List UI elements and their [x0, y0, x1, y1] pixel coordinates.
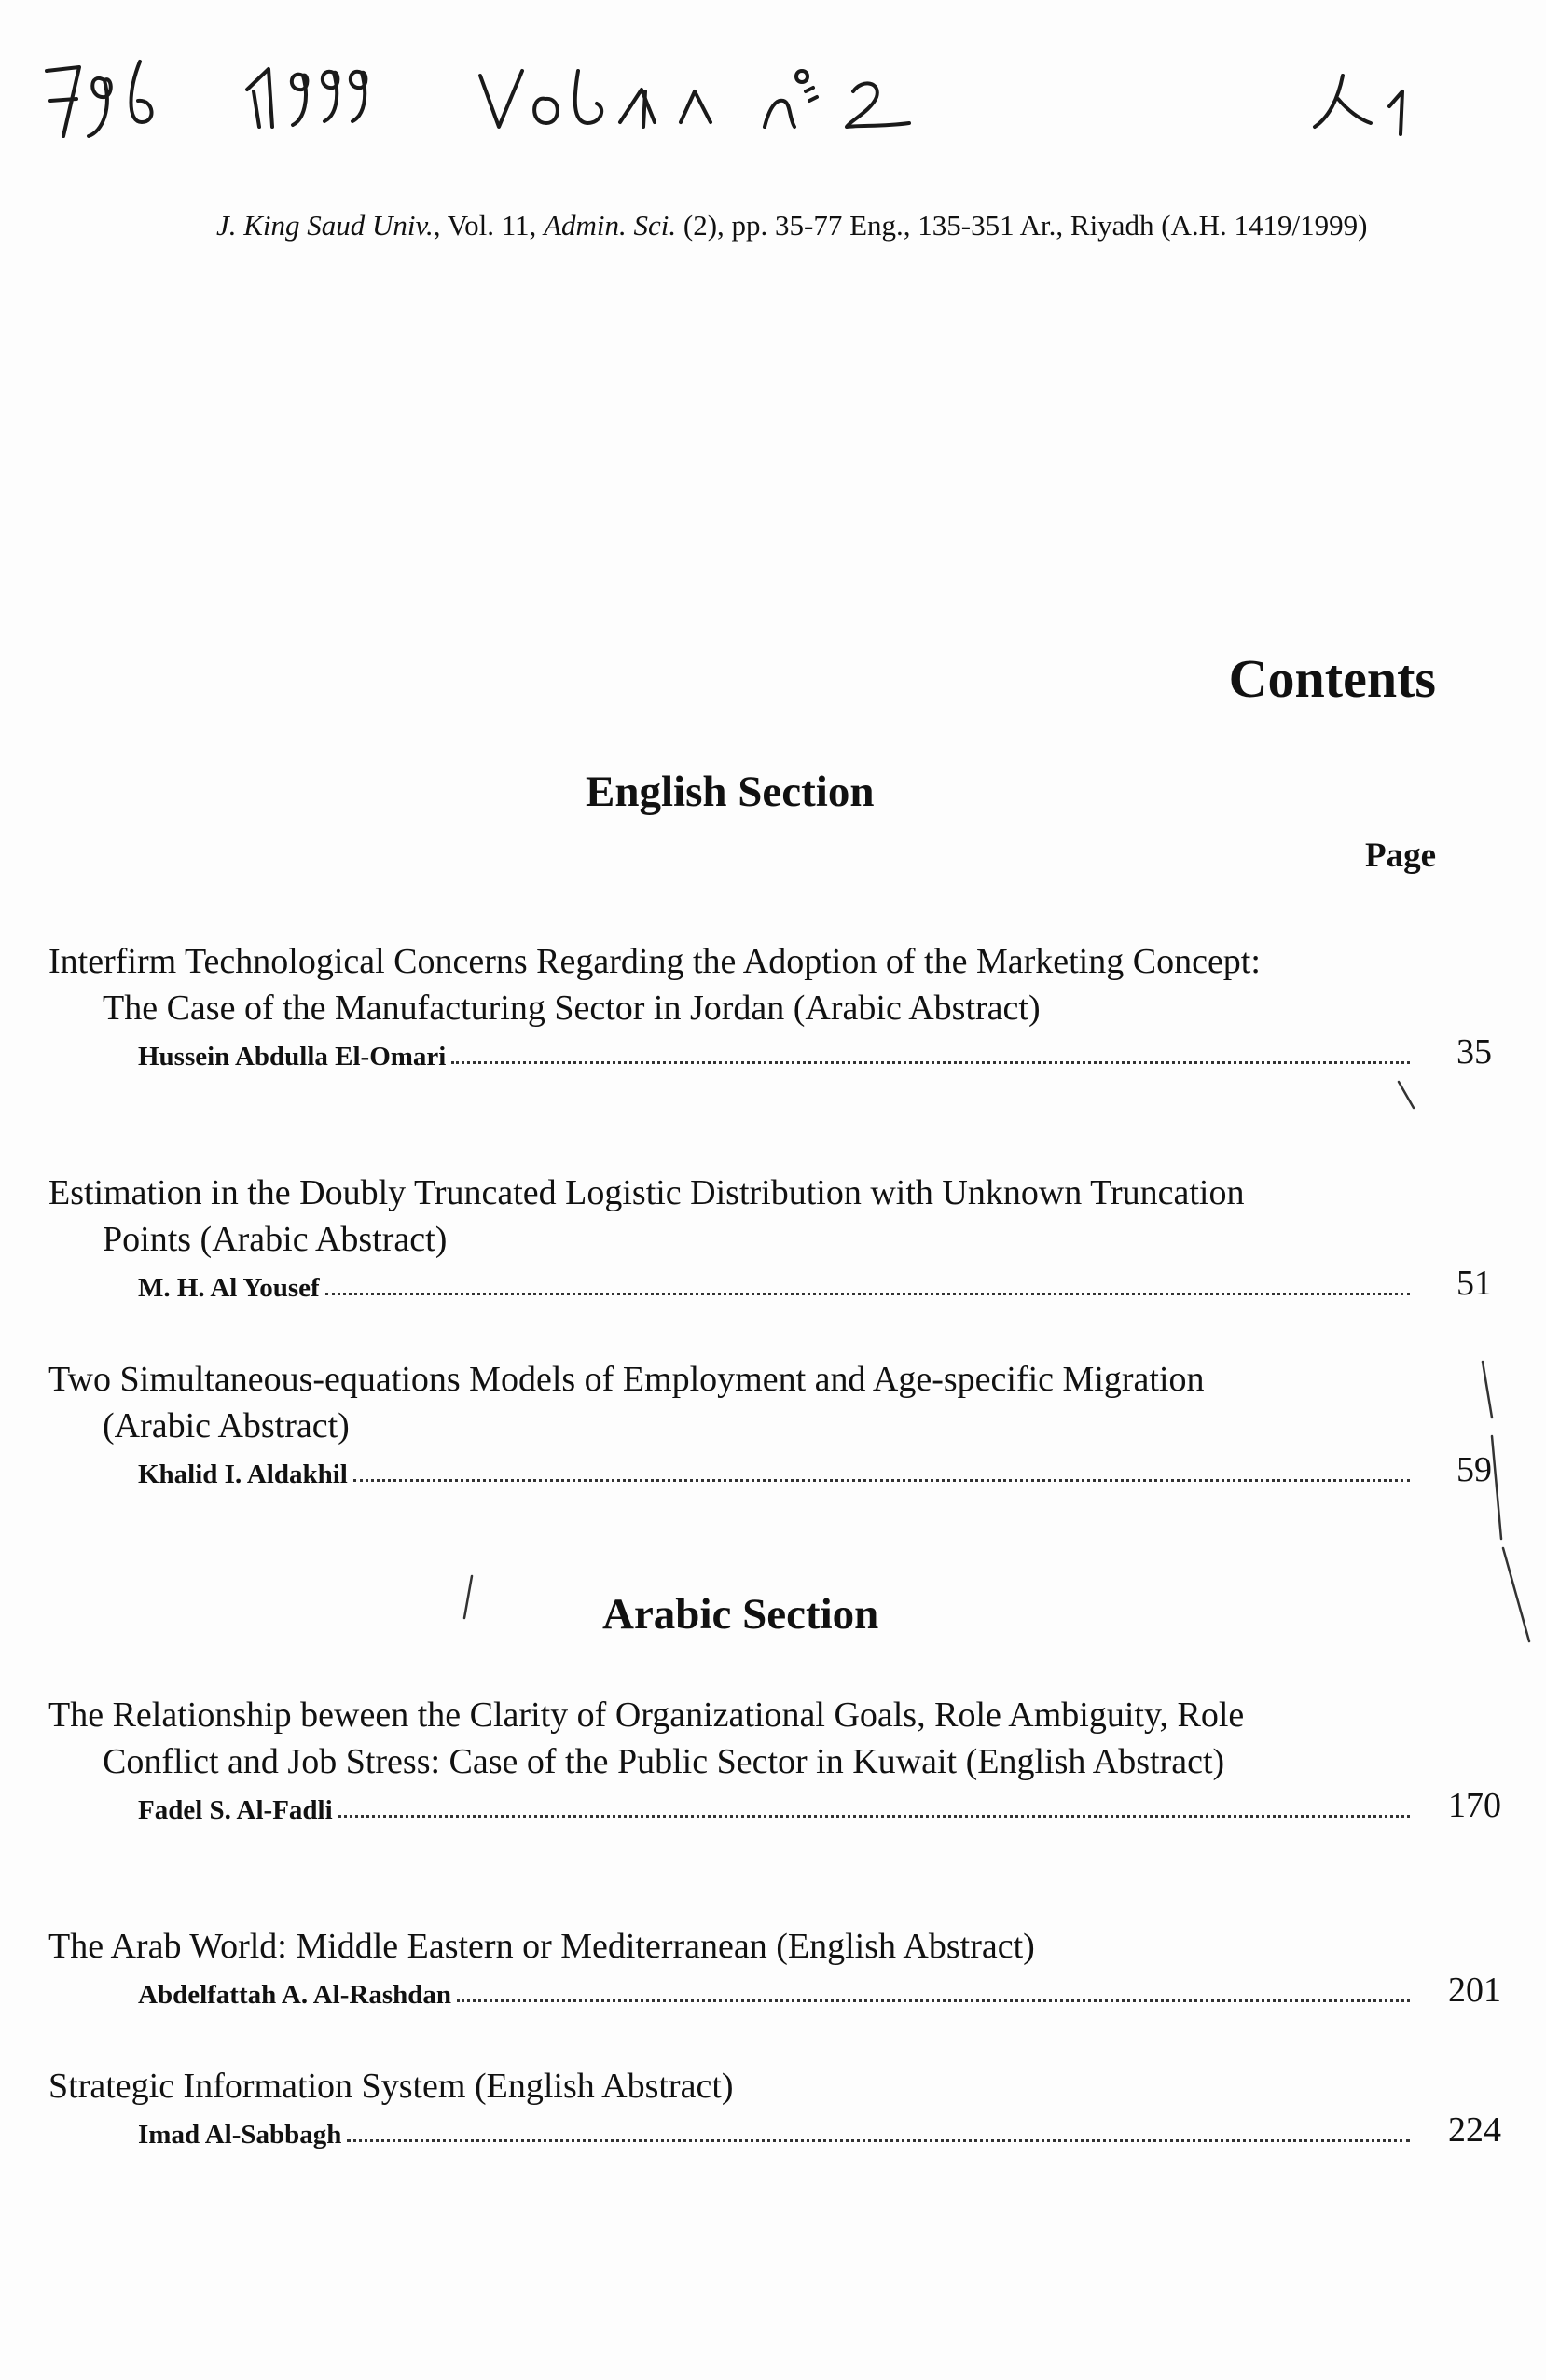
entry-page-number: 35	[1456, 1032, 1492, 1072]
dot-leader	[451, 1061, 1410, 1064]
dot-leader	[338, 1815, 1410, 1818]
entry-author: Hussein Abdulla El-Omari	[138, 1042, 447, 1072]
entry-author-line	[138, 2110, 1501, 2151]
toc-entry	[48, 938, 1492, 1072]
page-column-label: Page	[1364, 837, 1436, 875]
entry-author-line	[138, 1449, 1492, 1490]
entry-title: The Relationship beween the Clarity of Organizational Goals, Role Ambiguity, Role Conflict and Job Stress: Case of the Public Sector in Kuwait (English Abstract)	[48, 1695, 1245, 1781]
entry-title: Two Simultaneous-equations Models of Employment and Age-specific Migration (Arabic Abstract)	[48, 1360, 1205, 1446]
entry-title: Strategic Information System (English Abstract)	[48, 2067, 734, 2106]
entry-author: Imad Al-Sabbagh	[138, 2120, 342, 2150]
stray-slash-mark	[464, 1576, 472, 1618]
dot-leader	[347, 2139, 1410, 2142]
toc-entry	[48, 1356, 1492, 1490]
handwritten-annotation	[37, 34, 1511, 145]
section-name: Admin. Sci.	[544, 209, 677, 242]
entry-page-number: 201	[1448, 1971, 1501, 2010]
entry-page-number: 51	[1456, 1264, 1492, 1303]
margin-pen-line	[1483, 1362, 1529, 1641]
citation-details: (2), pp. 35-77 Eng., 135-351 Ar., Riyadh (A.H. 1419/1999)	[676, 209, 1368, 242]
entry-page-number: 170	[1448, 1786, 1501, 1825]
entry-title: Interfirm Technological Concerns Regarding the Adoption of the Marketing Concept: The Case of the Manufacturing Sector in Jordan (Arabic Abstract)	[48, 942, 1261, 1028]
entry-author-line	[138, 1031, 1492, 1072]
entry-title: The Arab World: Middle Eastern or Mediterranean (English Abstract)	[48, 1927, 1035, 1966]
english-section-title: English Section	[586, 768, 875, 816]
entry-author: Abdelfattah A. Al-Rashdan	[138, 1980, 451, 2010]
dot-leader	[353, 1479, 1410, 1482]
entry-author: Khalid I. Aldakhil	[138, 1460, 348, 1489]
entry-page-number: 59	[1456, 1450, 1492, 1489]
entry-author-line	[138, 1785, 1501, 1826]
contents-title: Contents	[1228, 648, 1436, 709]
volume-text: , Vol. 11,	[433, 209, 545, 242]
toc-entry	[48, 2063, 1501, 2151]
toc-entry	[48, 1692, 1501, 1826]
toc-entry	[48, 1169, 1492, 1304]
entry-author: M. H. Al Yousef	[138, 1273, 320, 1303]
journal-citation	[216, 209, 1367, 242]
entry-title: Estimation in the Doubly Truncated Logistic Distribution with Unknown Truncation Points (Arabic Abstract)	[48, 1173, 1245, 1259]
dot-leader	[457, 1999, 1410, 2002]
journal-name: J. King Saud Univ.	[216, 209, 434, 242]
toc-entry	[48, 1923, 1501, 2011]
entry-page-number: 224	[1448, 2110, 1501, 2150]
entry-author-line	[138, 1970, 1501, 2011]
arabic-section-title: Arabic Section	[602, 1590, 879, 1639]
dot-leader	[325, 1293, 1410, 1295]
pen-tick-mark	[1399, 1082, 1414, 1108]
entry-author-line	[138, 1263, 1492, 1304]
entry-author: Fadel S. Al-Fadli	[138, 1795, 333, 1825]
